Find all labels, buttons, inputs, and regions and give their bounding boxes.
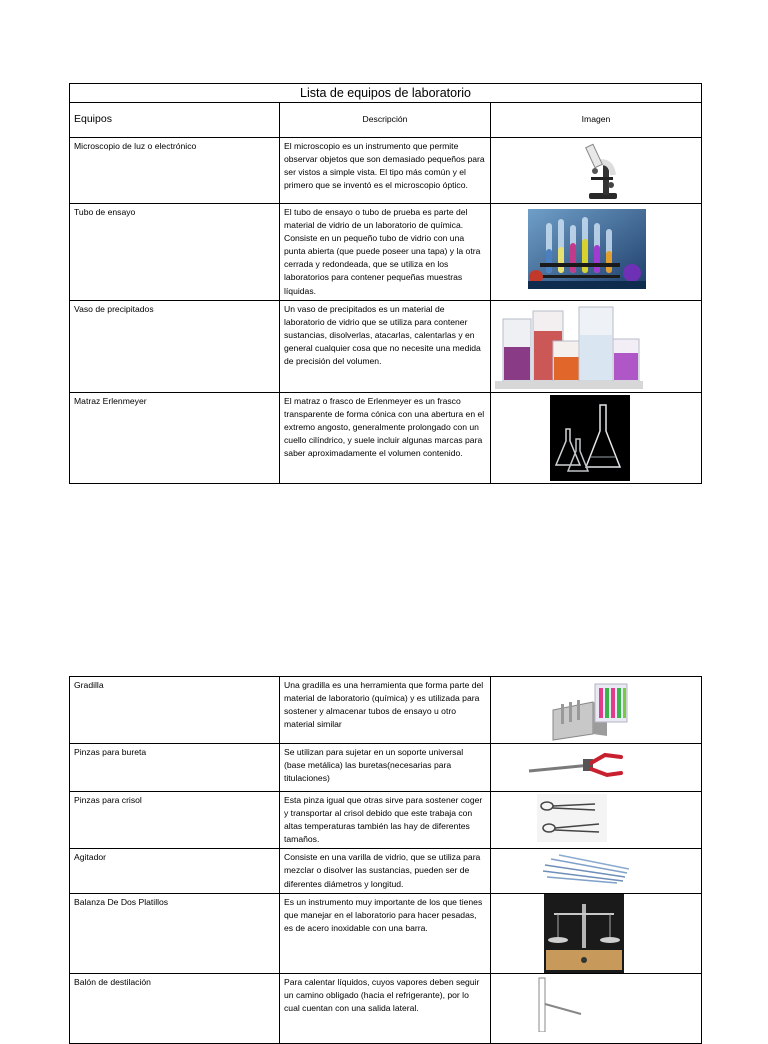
equipment-image-cell bbox=[491, 677, 702, 744]
equipment-image-cell bbox=[491, 893, 702, 973]
table-row bbox=[70, 300, 702, 392]
test-tubes-photo bbox=[528, 209, 646, 289]
equipment-name: Matraz Erlenmeyer bbox=[70, 392, 280, 483]
table-row bbox=[70, 138, 702, 204]
equipment-name: Balón de destilación bbox=[70, 973, 280, 1043]
table-row bbox=[70, 973, 702, 1043]
equipment-name: Pinzas para crisol bbox=[70, 792, 280, 849]
equipment-description: Es un instrumento muy importante de los que tienes que manejar en el laboratorio para hacer pesadas, es de acero inoxidable con una barra. bbox=[280, 893, 491, 973]
equipment-image-cell bbox=[491, 138, 702, 204]
erlenmeyer-photo bbox=[550, 395, 630, 481]
burette-clamp-photo bbox=[525, 749, 625, 783]
table-row bbox=[70, 392, 702, 483]
table-row bbox=[70, 204, 702, 301]
equipment-image-cell bbox=[491, 792, 702, 849]
equipment-description: El tubo de ensayo o tubo de prueba es parte del material de vidrio de un laboratorio de química. Consiste en un pequeño tubo de vidrio con una punta abierta (que puede poseer una tapa) y la otra cerrada y redondeada, que se utiliza en los laboratorios para contener pequeñas muestras líquidas. bbox=[280, 204, 491, 301]
equipment-image-cell bbox=[491, 973, 702, 1043]
equipment-image-cell bbox=[491, 204, 702, 301]
equipment-description: El microscopio es un instrumento que permite observar objetos que son demasiado pequeños para ser vistos a simple vista. El tipo más común y el primero que se inventó es el microscopio óptico. bbox=[280, 138, 491, 204]
equipment-description: Para calentar líquidos, cuyos vapores deben seguir un camino obligado (hacia el refrigerante), por lo cual cuentan con una salida lateral. bbox=[280, 973, 491, 1043]
equipment-name: Vaso de precipitados bbox=[70, 300, 280, 392]
equipment-name: Gradilla bbox=[70, 677, 280, 744]
table-row bbox=[70, 792, 702, 849]
microscope-photo bbox=[581, 141, 625, 201]
equipment-description: Una gradilla es una herramienta que forma parte del material de laboratorio (química) y es utilizada para sostener y almacenar tubos de ensayo u otro material similar bbox=[280, 677, 491, 744]
table-title: Lista de equipos de laboratorio bbox=[70, 84, 702, 103]
crucible-tongs-photo bbox=[537, 794, 607, 842]
equipment-image-cell bbox=[491, 300, 702, 392]
equipment-name: Agitador bbox=[70, 849, 280, 893]
equipment-image-cell bbox=[491, 849, 702, 893]
equipment-name: Microscopio de luz o electrónico bbox=[70, 138, 280, 204]
table-row bbox=[70, 849, 702, 893]
equipment-table-2 bbox=[69, 676, 702, 1044]
table-row bbox=[70, 893, 702, 973]
equipment-image-cell bbox=[491, 392, 702, 483]
equipment-description: Consiste en una varilla de vidrio, que se utiliza para mezclar o disolver las sustancias, pueden ser de diferentes diámetros y longitud. bbox=[280, 849, 491, 893]
equipment-description: Esta pinza igual que otras sirve para sostener coger y transportar al crisol debido que este trabaja con altas temperaturas también las hay de diferentes tamaños. bbox=[280, 792, 491, 849]
header-imagen: Imagen bbox=[491, 103, 702, 138]
header-descripcion: Descripción bbox=[280, 103, 491, 138]
equipment-name: Tubo de ensayo bbox=[70, 204, 280, 301]
equipment-description: El matraz o frasco de Erlenmeyer es un frasco transparente de forma cónica con una abertura en el extremo angosto, generalmente prolongado con un cuello cilíndrico, y suele incluir algunas marcas para saber aproximadamente el volumen contenido. bbox=[280, 392, 491, 483]
equipment-description: Se utilizan para sujetar en un soporte universal (base metálica) las buretas(necesarias para titulaciones) bbox=[280, 744, 491, 792]
stirring-rods-photo bbox=[541, 851, 631, 885]
table-row bbox=[70, 677, 702, 744]
beakers-photo bbox=[495, 301, 643, 389]
equipment-image-cell bbox=[491, 744, 702, 792]
equipment-name: Balanza De Dos Platillos bbox=[70, 893, 280, 973]
equipment-table-1 bbox=[69, 83, 702, 484]
equipment-description: Un vaso de precipitados es un material de laboratorio de vidrio que se utiliza para contener sustancias, disolverlas, atacarlas, calentarlas y en general cualquier cosa que no necesite una medida de precisión del volumen. bbox=[280, 300, 491, 392]
equipment-name: Pinzas para bureta bbox=[70, 744, 280, 792]
rack-photo bbox=[551, 680, 631, 742]
table-row bbox=[70, 744, 702, 792]
header-equipos: Equipos bbox=[70, 103, 280, 138]
distillation-flask-photo bbox=[531, 976, 591, 1032]
balance-photo bbox=[544, 894, 624, 974]
